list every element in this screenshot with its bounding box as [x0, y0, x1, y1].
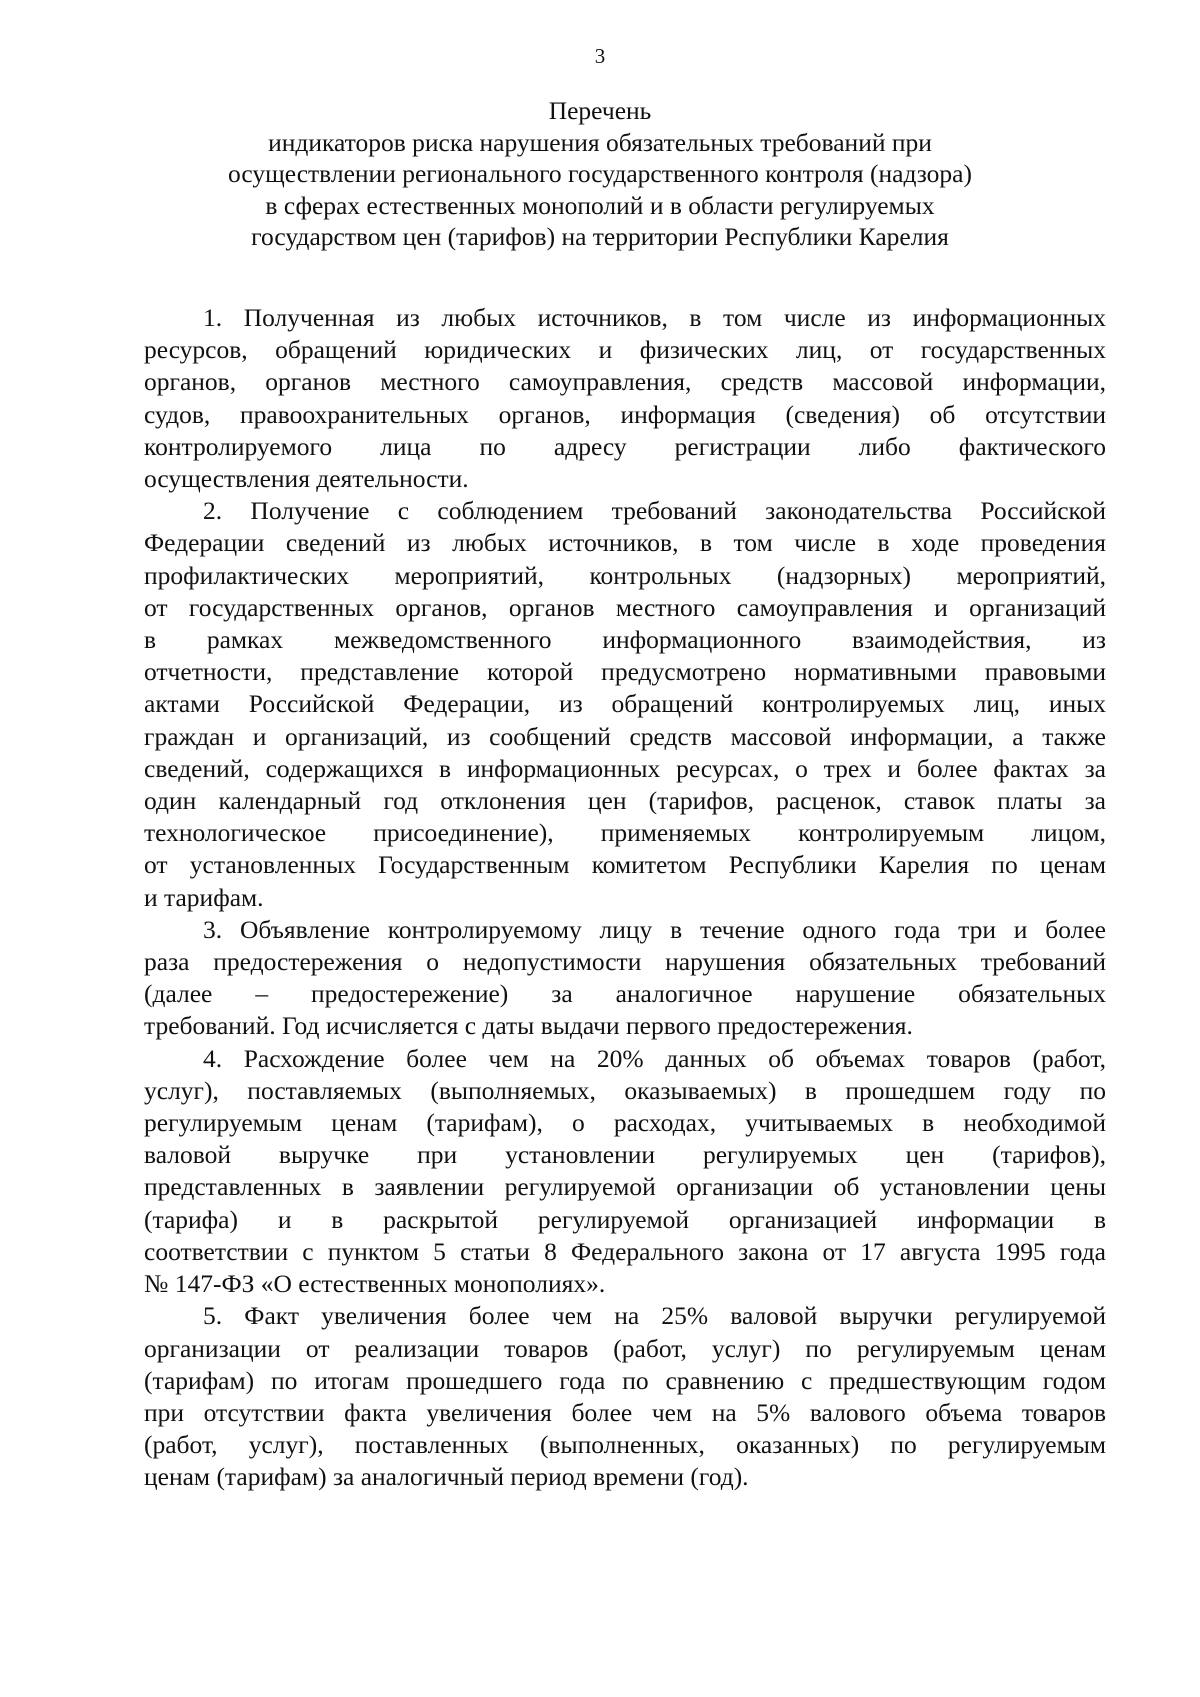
text-line: 3. Объявление контролируемому лицу в течение одного года три и более [203, 914, 1106, 944]
text-line: раза предостережения о недопустимости нарушения обязательных требований [144, 947, 1106, 977]
text-line: 2. Получение с соблюдением требований законодательства Российской [203, 496, 1106, 526]
text-line: 1. Полученная из любых источников, в том числе из информационных [203, 303, 1106, 332]
title-line: осуществлении регионального государственного контроля (надзора) [228, 159, 972, 188]
text-line: валовой выручке при установлении регулируемых цен (тарифов), [144, 1140, 1106, 1170]
text-line: представленных в заявлении регулируемой организации об установлении цены [144, 1172, 1106, 1202]
text-line: граждан и организаций, из сообщений средств массовой информации, а также [144, 721, 1106, 751]
text-line: от государственных органов, органов местного самоуправления и организаций [144, 592, 1106, 622]
title-line: индикаторов риска нарушения обязательных требований при [268, 127, 932, 157]
text-line: организации от реализации товаров (работ, услуг) по регулируемым ценам [144, 1333, 1106, 1363]
text-line: один календарный год отклонения цен (тарифов, расценок, ставок платы за [144, 786, 1106, 816]
text-line: профилактических мероприятий, контрольных (надзорных) мероприятий, [144, 560, 1106, 590]
title-line: Перечень [548, 96, 652, 125]
text-line: осуществления деятельности. [144, 464, 469, 494]
text-line: актами Российской Федерации, из обращений контролируемых лиц, иных [144, 689, 1106, 719]
text-line: соответствии с пунктом 5 статьи 8 Федерального закона от 17 августа 1995 года [144, 1236, 1106, 1266]
text-line: при отсутствии факта увеличения более чем на 5% валового объема товаров [144, 1397, 1106, 1427]
text-line: (далее – предостережение) за аналогичное нарушение обязательных [144, 979, 1106, 1009]
paragraph-4 [144, 1043, 1106, 1301]
title-line: государством цен (тарифов) на территории Республики Карелия [251, 222, 949, 251]
page-number: 3 [594, 44, 606, 68]
text-line: сведений, содержащихся в информационных ресурсах, о трех и более фактах за [144, 753, 1106, 783]
text-line: 5. Факт увеличения более чем на 25% валовой выручки регулируемой [203, 1301, 1106, 1331]
paragraph-5 [144, 1300, 1106, 1493]
text-line: технологическое присоединение), применяемых контролируемым лицом, [144, 818, 1106, 848]
text-line: судов, правоохранительных органов, информация (сведения) об отсутствии [144, 399, 1106, 429]
document-title [180, 95, 1020, 253]
title-line: в сферах естественных монополий и в области регулируемых [265, 190, 935, 220]
paragraph-1 [144, 302, 1106, 495]
text-line: (работ, услуг), поставленных (выполненных, оказанных) по регулируемым [144, 1430, 1106, 1460]
text-line: ценам (тарифам) за аналогичный период времени (год). [144, 1462, 749, 1492]
document-body [144, 302, 1106, 1494]
text-line: в рамках межведомственного информационного взаимодействия, из [144, 625, 1106, 655]
text-line: (тарифа) и в раскрытой регулируемой организацией информации в [144, 1204, 1106, 1234]
text-line: регулируемым ценам (тарифам), о расходах, учитываемых в необходимой [144, 1108, 1106, 1138]
text-line: от установленных Государственным комитетом Республики Карелия по ценам [144, 850, 1106, 880]
text-line: отчетности, представление которой предусмотрено нормативными правовыми [144, 657, 1106, 687]
text-line: № 147-ФЗ «О естественных монополиях». [144, 1269, 606, 1299]
paragraph-2 [144, 495, 1106, 914]
text-line: услуг), поставляемых (выполняемых, оказываемых) в прошедшем году по [144, 1075, 1106, 1105]
text-line: Федерации сведений из любых источников, в том числе в ходе проведения [144, 528, 1106, 558]
text-line: 4. Расхождение более чем на 20% данных об объемах товаров (работ, [203, 1043, 1106, 1073]
text-line: и тарифам. [144, 882, 264, 912]
text-line: контролируемого лица по адресу регистрации либо фактического [144, 431, 1106, 461]
text-line: ресурсов, обращений юридических и физических лиц, от государственных [144, 335, 1106, 365]
text-line: органов, органов местного самоуправления, средств массовой информации, [144, 367, 1106, 397]
text-line: требований. Год исчисляется с даты выдачи первого предостережения. [144, 1011, 913, 1041]
text-line: (тарифам) по итогам прошедшего года по сравнению с предшествующим годом [144, 1365, 1106, 1395]
paragraph-3 [144, 914, 1106, 1043]
